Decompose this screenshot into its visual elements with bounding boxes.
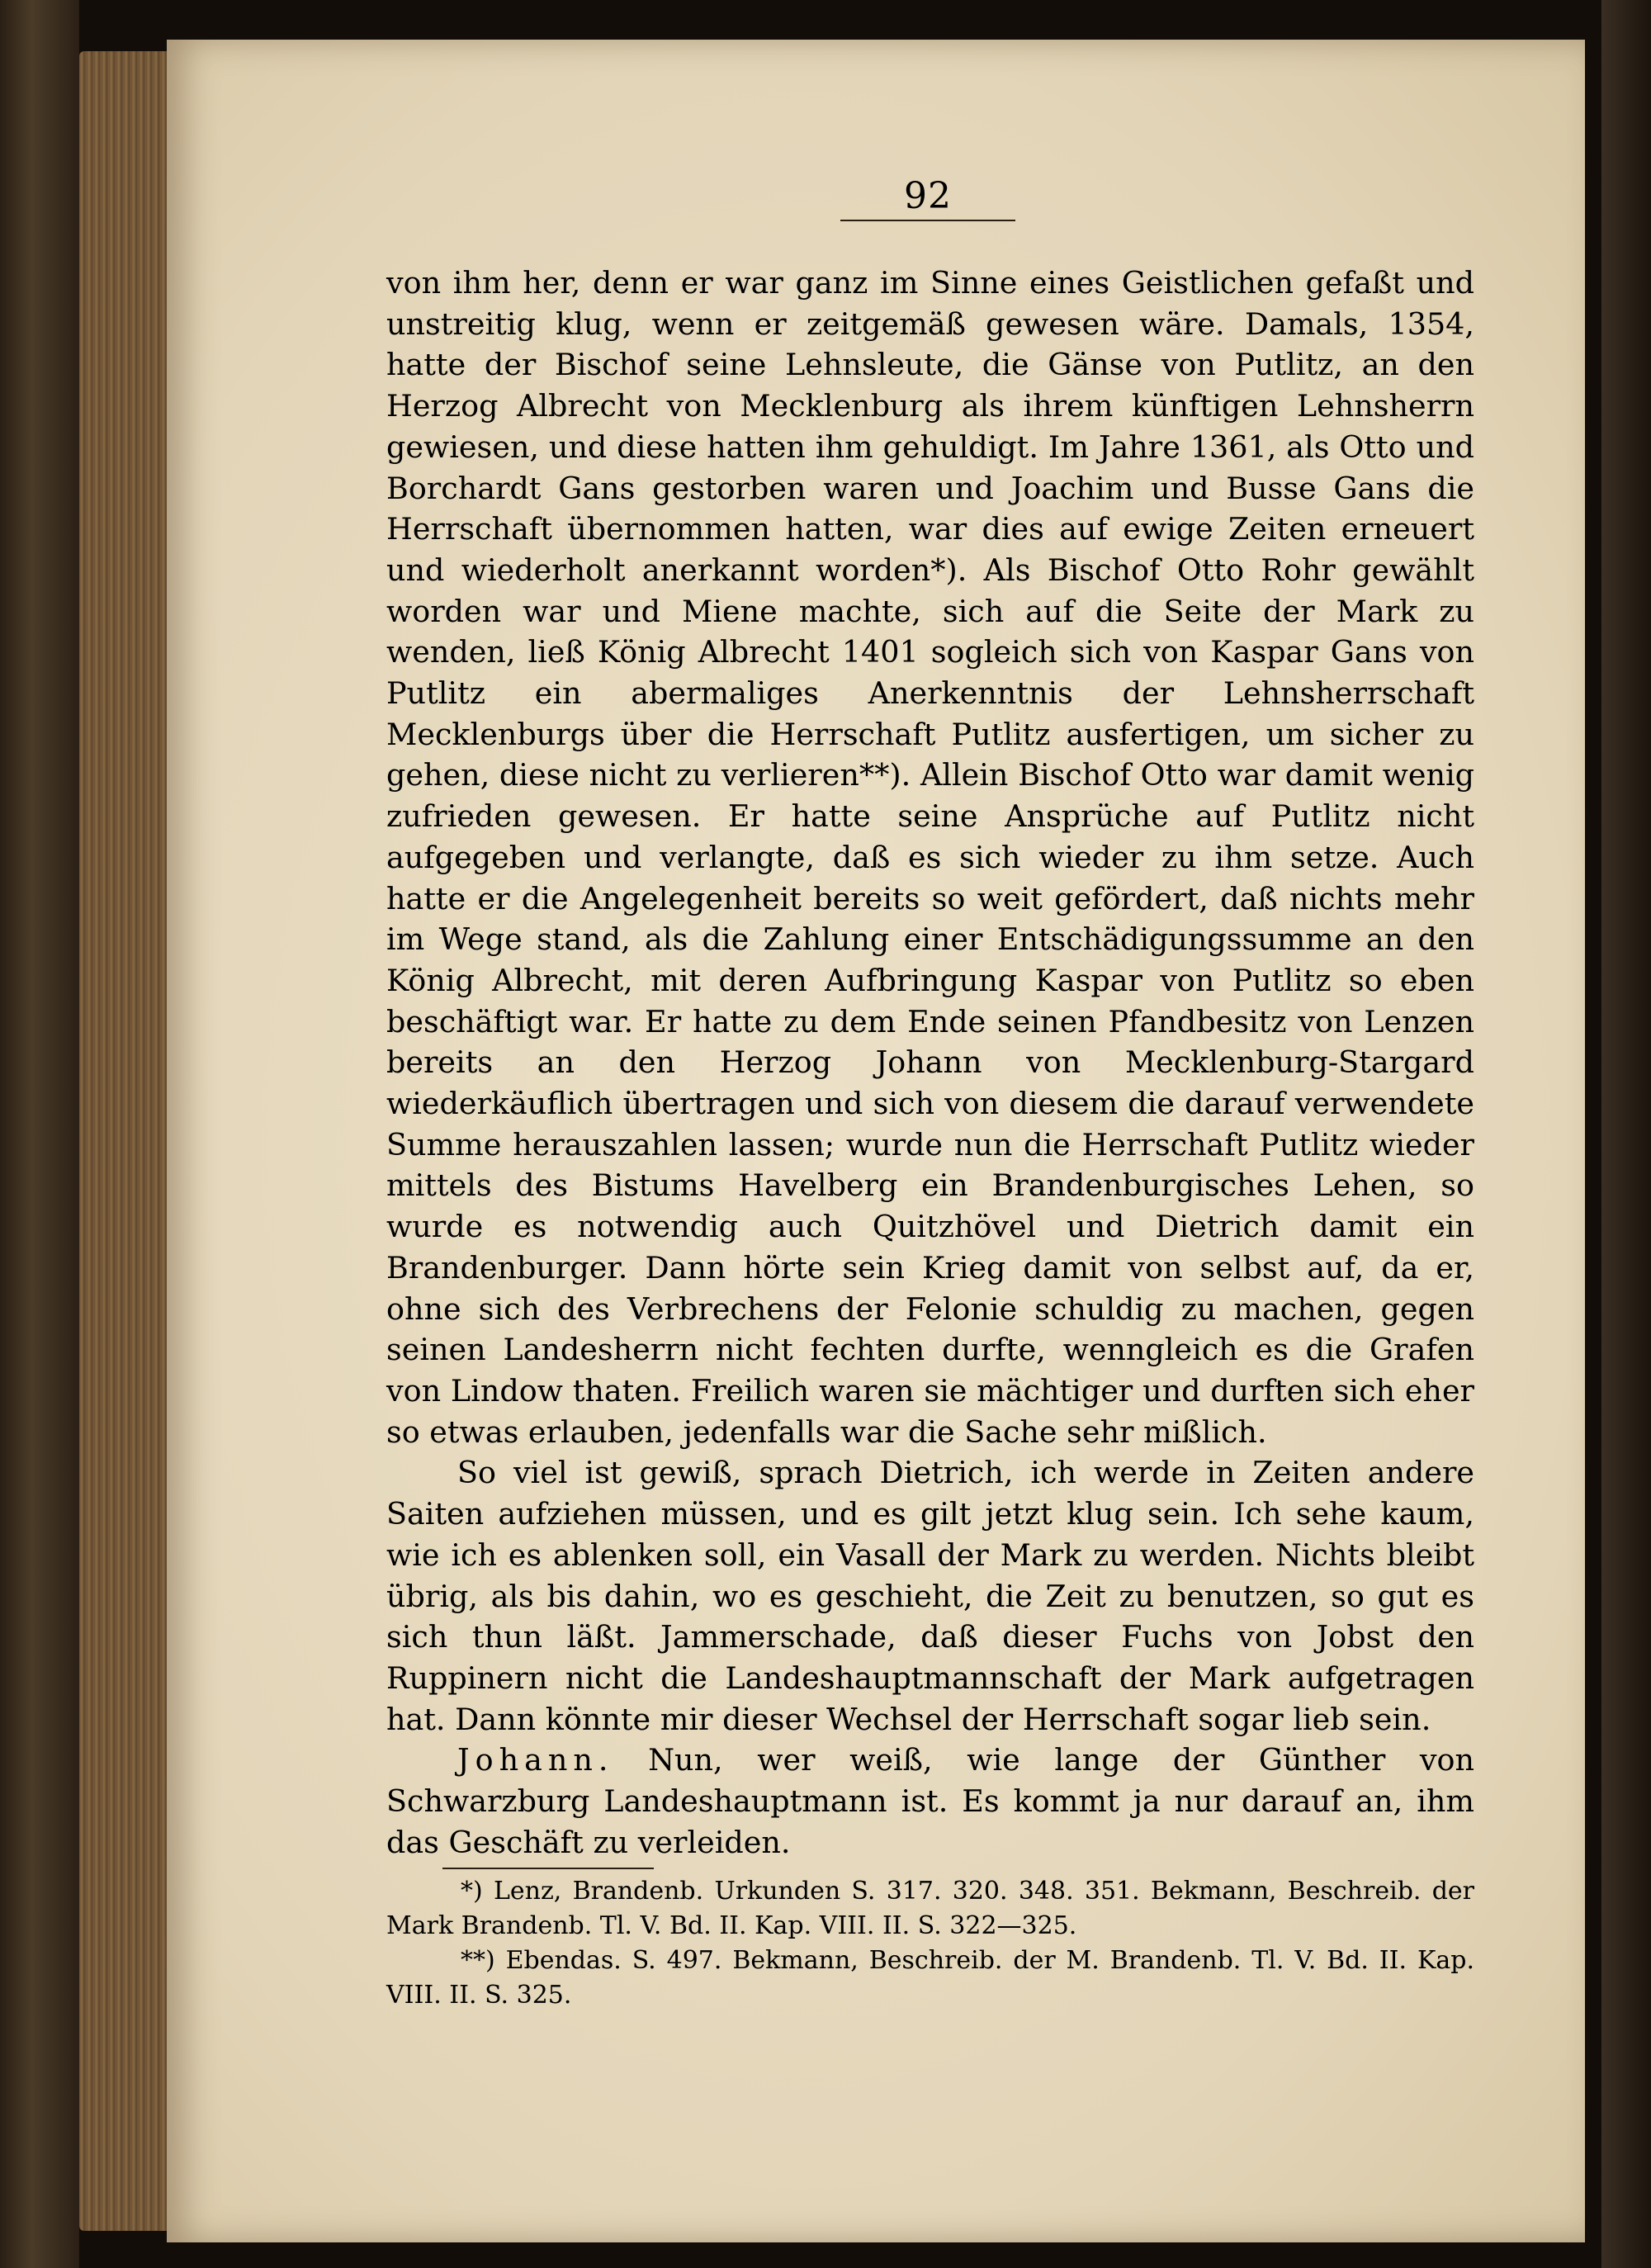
footnotes bbox=[386, 1874, 1474, 2013]
speech-text: Nun, wer weiß, wie lange der Günther von Schwarzburg Landeshauptmann ist. Es kommt ja nur darauf an, ihm das Geschäft zu verleiden. bbox=[386, 1742, 1474, 1860]
page-number: 92 bbox=[904, 175, 952, 217]
footnote-1: *) Lenz, Brandenb. Urkunden S. 317. 320. 348. 351. Bekmann, Beschreib. der Mark Brandenb. Tl. V. Bd. II. Kap. VIII. II. S. 322—325. bbox=[386, 1877, 1474, 1940]
book-binding bbox=[0, 0, 79, 2268]
paragraph-narration: von ihm her, denn er war ganz im Sinne eines Geistlichen gefaßt und unstreitig klug, wenn er zeitgemäß gewesen wäre. Damals, 1354, hatte der Bischof seine Lehnsleute, die Gänse von Putlitz, an den Herzog Albrecht von Mecklenburg als ihrem künftigen Lehnsherrn gewiesen, und diese hatten ihm gehuldigt. Im Jahre 1361, als Otto und Borchardt Gans gestorben waren und Joachim und Busse Gans die Herrschaft übernommen hatten, war dies auf ewige Zeiten erneuert und wiederholt anerkannt worden*). Als Bischof Otto Rohr gewählt worden war und Miene machte, sich auf die Seite der Mark zu wenden, ließ König Albrecht 1401 sogleich sich von Kaspar Gans von Putlitz ein abermaliges Anerkenntnis der Lehnsherrschaft Mecklenburgs über die Herrschaft Putlitz ausfertigen, um sicher zu gehen, diese nicht zu verlieren**). Allein Bischof Otto war damit wenig zufrieden gewesen. Er hatte seine Ansprüche auf Putlitz nicht aufgegeben und verlangte, daß es sich wieder zu ihm setze. Auch hatte er die Angelegenheit bereits so weit gefördert, daß nichts mehr im Wege stand, als die Zahlung einer Entschädigungssumme an den König Albrecht, mit deren Aufbringung Kaspar von Putlitz so eben beschäftigt war. Er hatte zu dem Ende seinen Pfandbesitz von Lenzen bereits an den Herzog Johann von Mecklenburg-Stargard wiederkäuflich übertragen und sich von diesem die darauf verwendete Summe herauszahlen lassen; wurde nun die Herrschaft Putlitz wieder mittels des Bistums Havelberg ein Brandenburgisches Lehen, so wurde es notwendig auch Quitzhövel und Dietrich damit ein Brandenburger. Dann hörte sein Krieg damit von selbst auf, da er, ohne sich des Verbrechens der Felonie schuldig zu machen, gegen seinen Landesherrn nicht fechten durfte, wenngleich es die Grafen von Lindow thaten. Freilich waren sie mächtiger und durften sich eher so etwas erlauben, jedenfalls war die Sache sehr mißlich. bbox=[386, 265, 1474, 1450]
facing-cover bbox=[1601, 0, 1651, 2268]
speaker-name: Johann. bbox=[457, 1742, 614, 1778]
header-rule bbox=[840, 220, 1015, 221]
page-edges bbox=[79, 51, 172, 2231]
paragraph-johann-speech bbox=[386, 1740, 1474, 1863]
body-text bbox=[386, 263, 1474, 1863]
footnote-rule bbox=[442, 1868, 654, 1869]
paragraph-dietrich-speech: So viel ist gewiß, sprach Dietrich, ich werde in Zeiten andere Saiten aufziehen müssen, und es gilt jetzt klug sein. Ich sehe kaum, wie ich es ablenken soll, ein Vasall der Mark zu werden. Nichts bleibt übrig, als bis dahin, wo es geschieht, die Zeit zu benutzen, so gut es sich thun läßt. Jammerschade, daß dieser Fuchs von Jobst den Ruppinern nicht die Landeshauptmannschaft der Mark aufgetragen hat. Dann könnte mir dieser Wechsel der Herrschaft sogar lieb sein. bbox=[386, 1455, 1474, 1737]
footnote-2: **) Ebendas. S. 497. Bekmann, Beschreib. der M. Brandenb. Tl. V. Bd. II. Kap. VIII. II. S. 325. bbox=[386, 1946, 1474, 2010]
